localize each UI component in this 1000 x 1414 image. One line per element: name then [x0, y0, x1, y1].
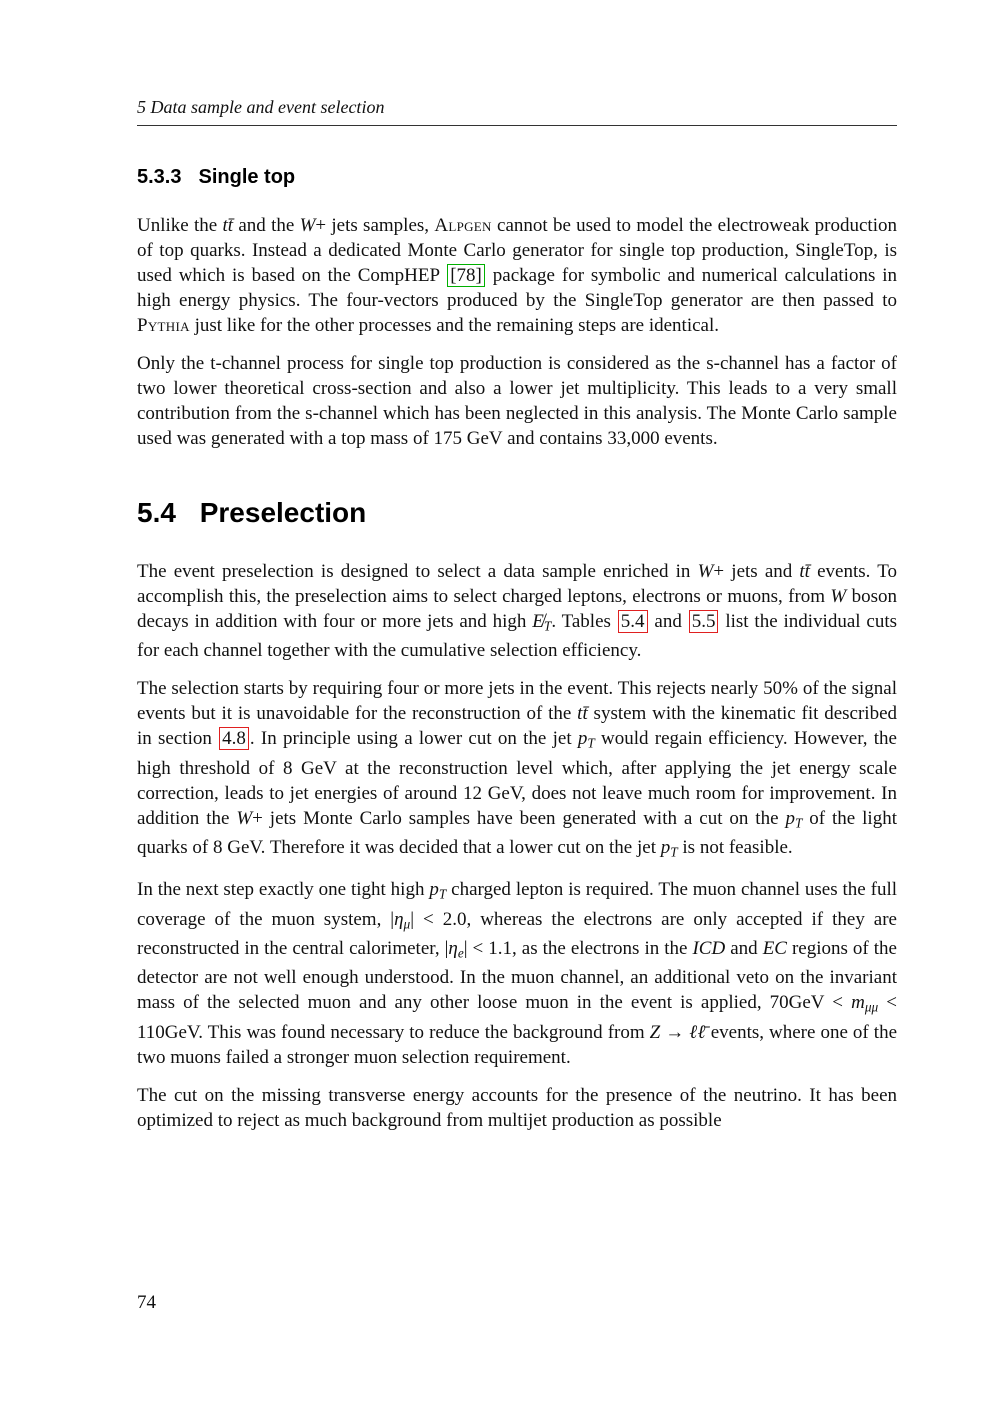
text-run: package for symbolic and numerical calculations in high energy physics. The four-vectors produced by the SingleTop generator are then passed to [137, 265, 898, 311]
text-run: . In principle using a lower cut on the jet [249, 728, 578, 750]
smallcaps-text: Alpgen [434, 215, 492, 236]
subscript-text: T [587, 735, 595, 751]
italic-text: tt̄ [222, 215, 234, 236]
subsection-number: 5.3.3 [137, 166, 182, 188]
text-run: In the next step exactly one tight high [137, 879, 430, 901]
text-run: of the light quarks of 8 GeV. Therefore it was decided that a lower cut on the jet [137, 807, 897, 858]
italic-text: tt̄ [577, 703, 588, 725]
subscript-text: T [794, 814, 803, 830]
section-heading [137, 497, 897, 529]
paragraph-preselection-3 [137, 877, 897, 1069]
text-run: . Tables [551, 611, 617, 632]
italic-text: p [785, 807, 795, 829]
italic-text: W [236, 807, 253, 829]
text-run: and [648, 611, 688, 632]
italic-text: W [697, 561, 714, 582]
text-run: system with the kinematic fit described in section [137, 703, 898, 750]
citation-link[interactable]: [78] [447, 264, 485, 287]
text-run: + jets and [713, 561, 800, 582]
paragraph-single-top-2 [137, 351, 897, 451]
italic-text: Z [649, 1021, 661, 1043]
subscript-text: e [457, 945, 464, 961]
italic-text: tt̄ [799, 561, 810, 582]
text-run: would regain efficiency. However, the high threshold of 8 GeV at the reconstruction level which, after applying the jet energy scale correction, leads to jet energies of around 12 GeV, does not leave much room for improvement. In addition the [137, 728, 897, 829]
text-run: just like for the other processes and the remaining steps are identical. [189, 315, 720, 336]
subscript-text: T [670, 844, 678, 860]
paragraph-preselection-4 [137, 1083, 897, 1133]
section-number: 5.4 [137, 497, 176, 528]
italic-text: η [448, 937, 458, 959]
text-run: | < 2.0, whereas the electrons are only accepted if they are reconstructed in the central calorimeter, | [137, 908, 897, 959]
italic-text: W [299, 215, 316, 236]
paragraph-preselection-2 [137, 676, 897, 864]
italic-text: ICD [692, 937, 726, 959]
text-run: and the [233, 215, 300, 236]
text-run: list the individual cuts for each channel together with the cumulative selection efficiency. [137, 611, 898, 662]
italic-text: p [660, 836, 671, 858]
paragraph-preselection-1 [137, 559, 897, 663]
subsection-title: Single top [198, 166, 296, 188]
running-header [137, 96, 897, 126]
text-run: boson decays in addition with four or more jets and high [137, 586, 897, 632]
text-run: + jets Monte Carlo samples have been generated with a cut on the [252, 807, 786, 829]
text-run: cannot be used to model the electroweak production of top quarks. Instead a dedicated Monte Carlo generator for single top production, SingleTop, is used which is based on the CompHEP [137, 215, 897, 286]
subsection-heading [137, 166, 897, 189]
italic-text: EC [762, 937, 787, 959]
ref-link[interactable]: 4.8 [219, 727, 249, 750]
text-run: < 110GeV. This was found necessary to reduce the background from [137, 992, 897, 1043]
italic-text: p [577, 728, 588, 750]
ref-link[interactable]: 5.5 [689, 610, 719, 633]
text-run: The cut on the missing transverse energy accounts for the presence of the neutrino. It has been optimized to reject as much background from multijet production as possible [137, 1084, 897, 1131]
subscript-text: μμ [864, 999, 879, 1015]
paragraph-single-top-1 [137, 213, 897, 338]
section-title: Preselection [199, 497, 367, 528]
text-run: + jets samples, [315, 215, 435, 236]
text-run: Unlike the [137, 215, 223, 236]
subscript-text: μ [403, 915, 411, 931]
smallcaps-text: Pythia [137, 315, 190, 336]
text-run: Only the t-channel process for single top production is considered as the s-channel has a factor of two lower theoretical cross-section and also a lower jet multiplicity. This leads to a very small contribution from the s-channel which has been neglected in this analysis. The Monte Carlo sample used was generated with a top mass of 175 GeV and contains 33,000 events. [137, 353, 897, 449]
text-run: and [725, 937, 763, 959]
italic-text: m [851, 992, 865, 1014]
page-number: 74 [137, 1292, 156, 1313]
italic-text: W [830, 586, 847, 607]
text-run: events. To accomplish this, the preselection aims to select charged leptons, electrons or muons, from [137, 561, 897, 607]
text-run: charged lepton is required. The muon channel uses the full coverage of the muon system, | [137, 879, 897, 930]
text-run: is not feasible. [677, 836, 793, 858]
ref-link[interactable]: 5.4 [618, 610, 648, 633]
text-run: | < 1.1, as the electrons in the [463, 937, 693, 959]
running-header-text: 5 Data sample and event selection [137, 97, 385, 117]
italic-text: ℓℓ̄ [689, 1021, 706, 1043]
header-rule [137, 125, 897, 126]
subscript-text: T [543, 618, 552, 634]
text-run: → [660, 1021, 690, 1043]
subscript-text: T [438, 886, 447, 902]
text-run: regions of the detector are not well enough understood. In the muon channel, an additional veto on the invariant mass of the selected muon and any other loose muon in the event is applied, 70GeV < [137, 937, 897, 1014]
italic-text: η [394, 908, 404, 930]
text-run: The event preselection is designed to select a data sample enriched in [137, 561, 698, 582]
text-run: The selection starts by requiring four or more jets in the event. This rejects nearly 50% of the signal events but it is unavoidable for the reconstruction of the [137, 678, 897, 725]
italic-text: p [429, 879, 439, 901]
italic-text: E̸ [532, 611, 544, 632]
text-run: events, where one of the two muons failed a stronger muon selection requirement. [137, 1021, 898, 1068]
